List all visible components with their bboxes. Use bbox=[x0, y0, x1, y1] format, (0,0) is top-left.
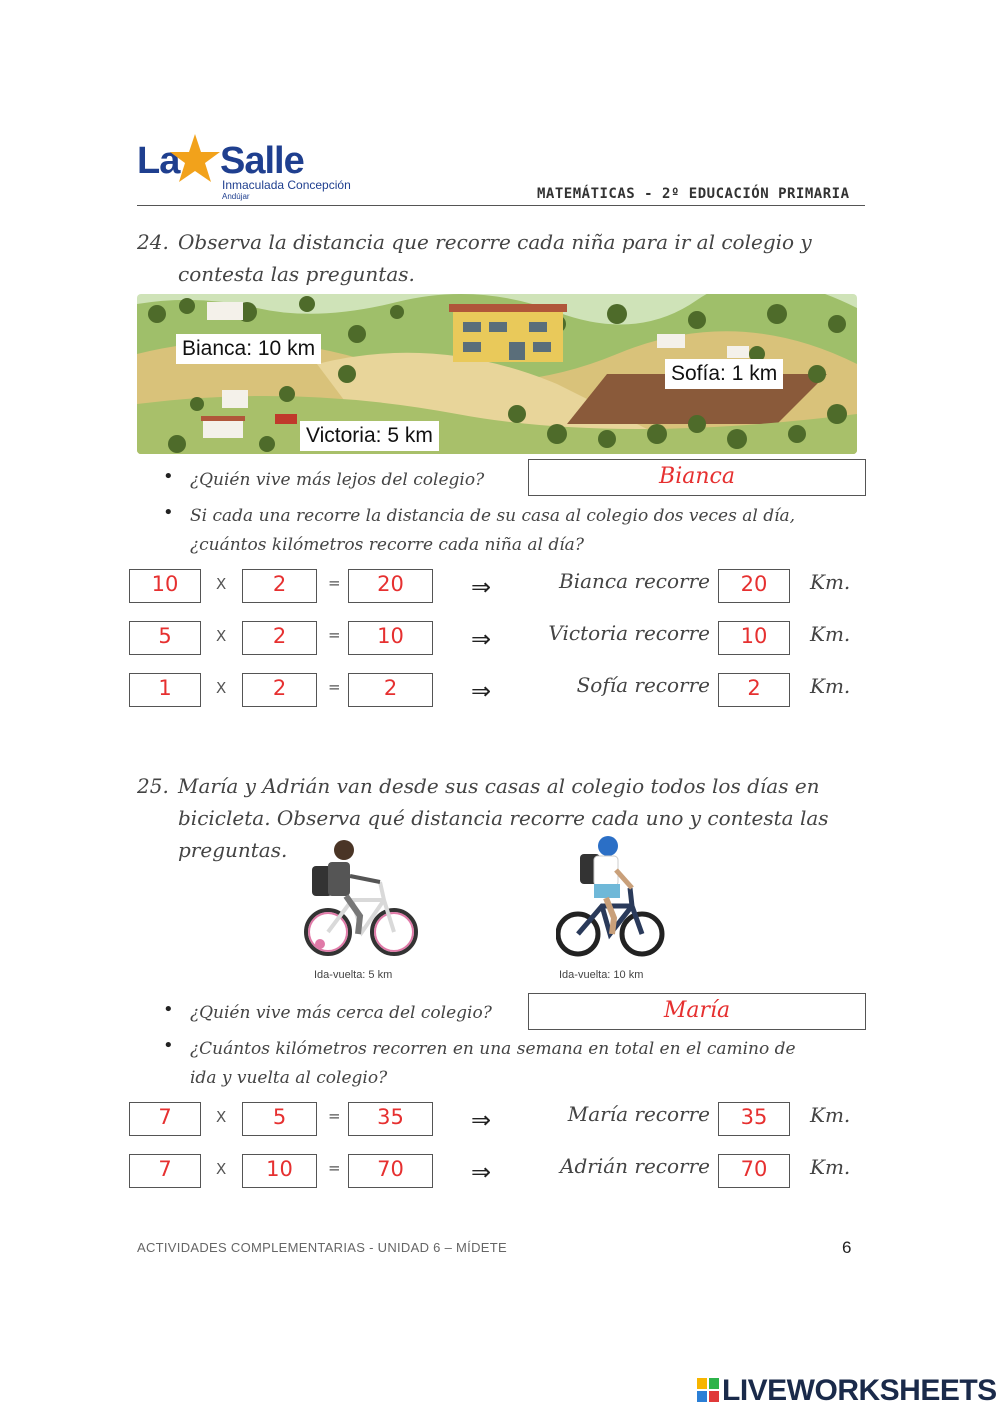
question-24-bullet2-line1: Si cada una recorre la distancia de su casa al colegio dos veces al día, bbox=[190, 506, 796, 526]
implies-arrow-icon: ⇒ bbox=[471, 677, 492, 705]
question-24-bullet1: ¿Quién vive más lejos del colegio? bbox=[190, 470, 485, 490]
factor-b-input[interactable]: 2 bbox=[242, 673, 317, 707]
factor-b-input[interactable]: 10 bbox=[242, 1154, 317, 1188]
implies-arrow-icon: ⇒ bbox=[471, 625, 492, 653]
factor-b-input[interactable]: 2 bbox=[242, 569, 317, 603]
product-input[interactable]: 20 bbox=[348, 569, 433, 603]
equals-sign: = bbox=[328, 678, 341, 696]
row-label-maria: María recorre bbox=[567, 1102, 710, 1126]
page-subject-title: MATEMÁTICAS - 2º EDUCACIÓN PRIMARIA bbox=[537, 186, 850, 202]
equals-sign: = bbox=[328, 574, 341, 592]
distance-answer-input[interactable]: 70 bbox=[718, 1154, 790, 1188]
bullet-icon: • bbox=[163, 502, 174, 523]
girl-cyclist-illustration bbox=[300, 836, 422, 960]
caption-boy: Ida-vuelta: 10 km bbox=[559, 969, 644, 981]
distance-answer-input[interactable]: 2 bbox=[718, 673, 790, 707]
unit-km: Km. bbox=[810, 1155, 851, 1179]
row-label-victoria: Victoria recorre bbox=[548, 621, 710, 645]
row-label-bianca: Bianca recorre bbox=[559, 569, 710, 593]
factor-a-input[interactable]: 1 bbox=[129, 673, 201, 707]
boy-cyclist-illustration bbox=[556, 834, 666, 958]
product-input[interactable]: 10 bbox=[348, 621, 433, 655]
question-25-line2: bicicleta. Observa qué distancia recorre cada uno y contesta las bbox=[178, 806, 829, 830]
logo-text-salle: Salle bbox=[220, 140, 304, 182]
logo-subtitle: Inmaculada Concepción bbox=[222, 178, 351, 192]
caption-girl: Ida-vuelta: 5 km bbox=[314, 969, 393, 981]
bullet-icon: • bbox=[163, 999, 174, 1020]
times-sign: X bbox=[216, 679, 227, 697]
unit-km: Km. bbox=[810, 570, 851, 594]
times-sign: X bbox=[216, 627, 227, 645]
question-25-bullet1: ¿Quién vive más cerca del colegio? bbox=[190, 1003, 492, 1023]
question-24-number: 24. bbox=[137, 230, 169, 254]
factor-b-input[interactable]: 2 bbox=[242, 621, 317, 655]
unit-km: Km. bbox=[810, 622, 851, 646]
question-25-bullet2-line2: ida y vuelta al colegio? bbox=[190, 1068, 388, 1088]
distance-answer-input[interactable]: 35 bbox=[718, 1102, 790, 1136]
factor-a-input[interactable]: 10 bbox=[129, 569, 201, 603]
logo-text-la: La bbox=[137, 140, 180, 182]
equals-sign: = bbox=[328, 1107, 341, 1125]
logo-town: Andújar bbox=[222, 192, 250, 201]
row-label-adrian: Adrián recorre bbox=[560, 1154, 710, 1178]
equals-sign: = bbox=[328, 1159, 341, 1177]
factor-a-input[interactable]: 5 bbox=[129, 621, 201, 655]
equals-sign: = bbox=[328, 626, 341, 644]
product-input[interactable]: 2 bbox=[348, 673, 433, 707]
question-25-line1: María y Adrián van desde sus casas al colegio todos los días en bbox=[178, 774, 820, 798]
unit-km: Km. bbox=[810, 1103, 851, 1127]
factor-a-input[interactable]: 7 bbox=[129, 1102, 201, 1136]
distance-label-sofia: Sofía: 1 km bbox=[665, 359, 783, 389]
question-24-line1: Observa la distancia que recorre cada niña para ir al colegio y bbox=[178, 230, 812, 254]
page-number: 6 bbox=[842, 1238, 852, 1257]
factor-a-input[interactable]: 7 bbox=[129, 1154, 201, 1188]
unit-km: Km. bbox=[810, 674, 851, 698]
product-input[interactable]: 35 bbox=[348, 1102, 433, 1136]
question-25-number: 25. bbox=[137, 774, 169, 798]
bullet-icon: • bbox=[163, 1035, 174, 1056]
times-sign: X bbox=[216, 1160, 227, 1178]
times-sign: X bbox=[216, 575, 227, 593]
product-input[interactable]: 70 bbox=[348, 1154, 433, 1188]
footer-unit-label: ACTIVIDADES COMPLEMENTARIAS - UNIDAD 6 – MÍDETE bbox=[137, 1240, 507, 1255]
times-sign: X bbox=[216, 1108, 227, 1126]
liveworksheets-logo-icon bbox=[697, 1378, 719, 1402]
question-25-line3: preguntas. bbox=[178, 838, 288, 862]
distance-answer-input[interactable]: 20 bbox=[718, 569, 790, 603]
bullet-icon: • bbox=[163, 466, 174, 487]
distance-answer-input[interactable]: 10 bbox=[718, 621, 790, 655]
logo-star-icon bbox=[168, 132, 222, 186]
header-divider bbox=[137, 205, 865, 206]
question-24-bullet2-line2: ¿cuántos kilómetros recorre cada niña al día? bbox=[190, 535, 584, 555]
liveworksheets-brand[interactable]: LIVEWORKSHEETS bbox=[722, 1374, 997, 1407]
distance-label-victoria: Victoria: 5 km bbox=[300, 421, 439, 451]
implies-arrow-icon: ⇒ bbox=[471, 573, 492, 601]
answer-closest-input[interactable]: María bbox=[528, 993, 866, 1030]
factor-b-input[interactable]: 5 bbox=[242, 1102, 317, 1136]
question-24-line2: contesta las preguntas. bbox=[178, 262, 415, 286]
implies-arrow-icon: ⇒ bbox=[471, 1158, 492, 1186]
row-label-sofia: Sofía recorre bbox=[576, 673, 710, 697]
answer-farthest-input[interactable]: Bianca bbox=[528, 459, 866, 496]
question-25-bullet2-line1: ¿Cuántos kilómetros recorren en una semana en total en el camino de bbox=[190, 1039, 796, 1059]
distance-label-bianca: Bianca: 10 km bbox=[176, 334, 321, 364]
implies-arrow-icon: ⇒ bbox=[471, 1106, 492, 1134]
